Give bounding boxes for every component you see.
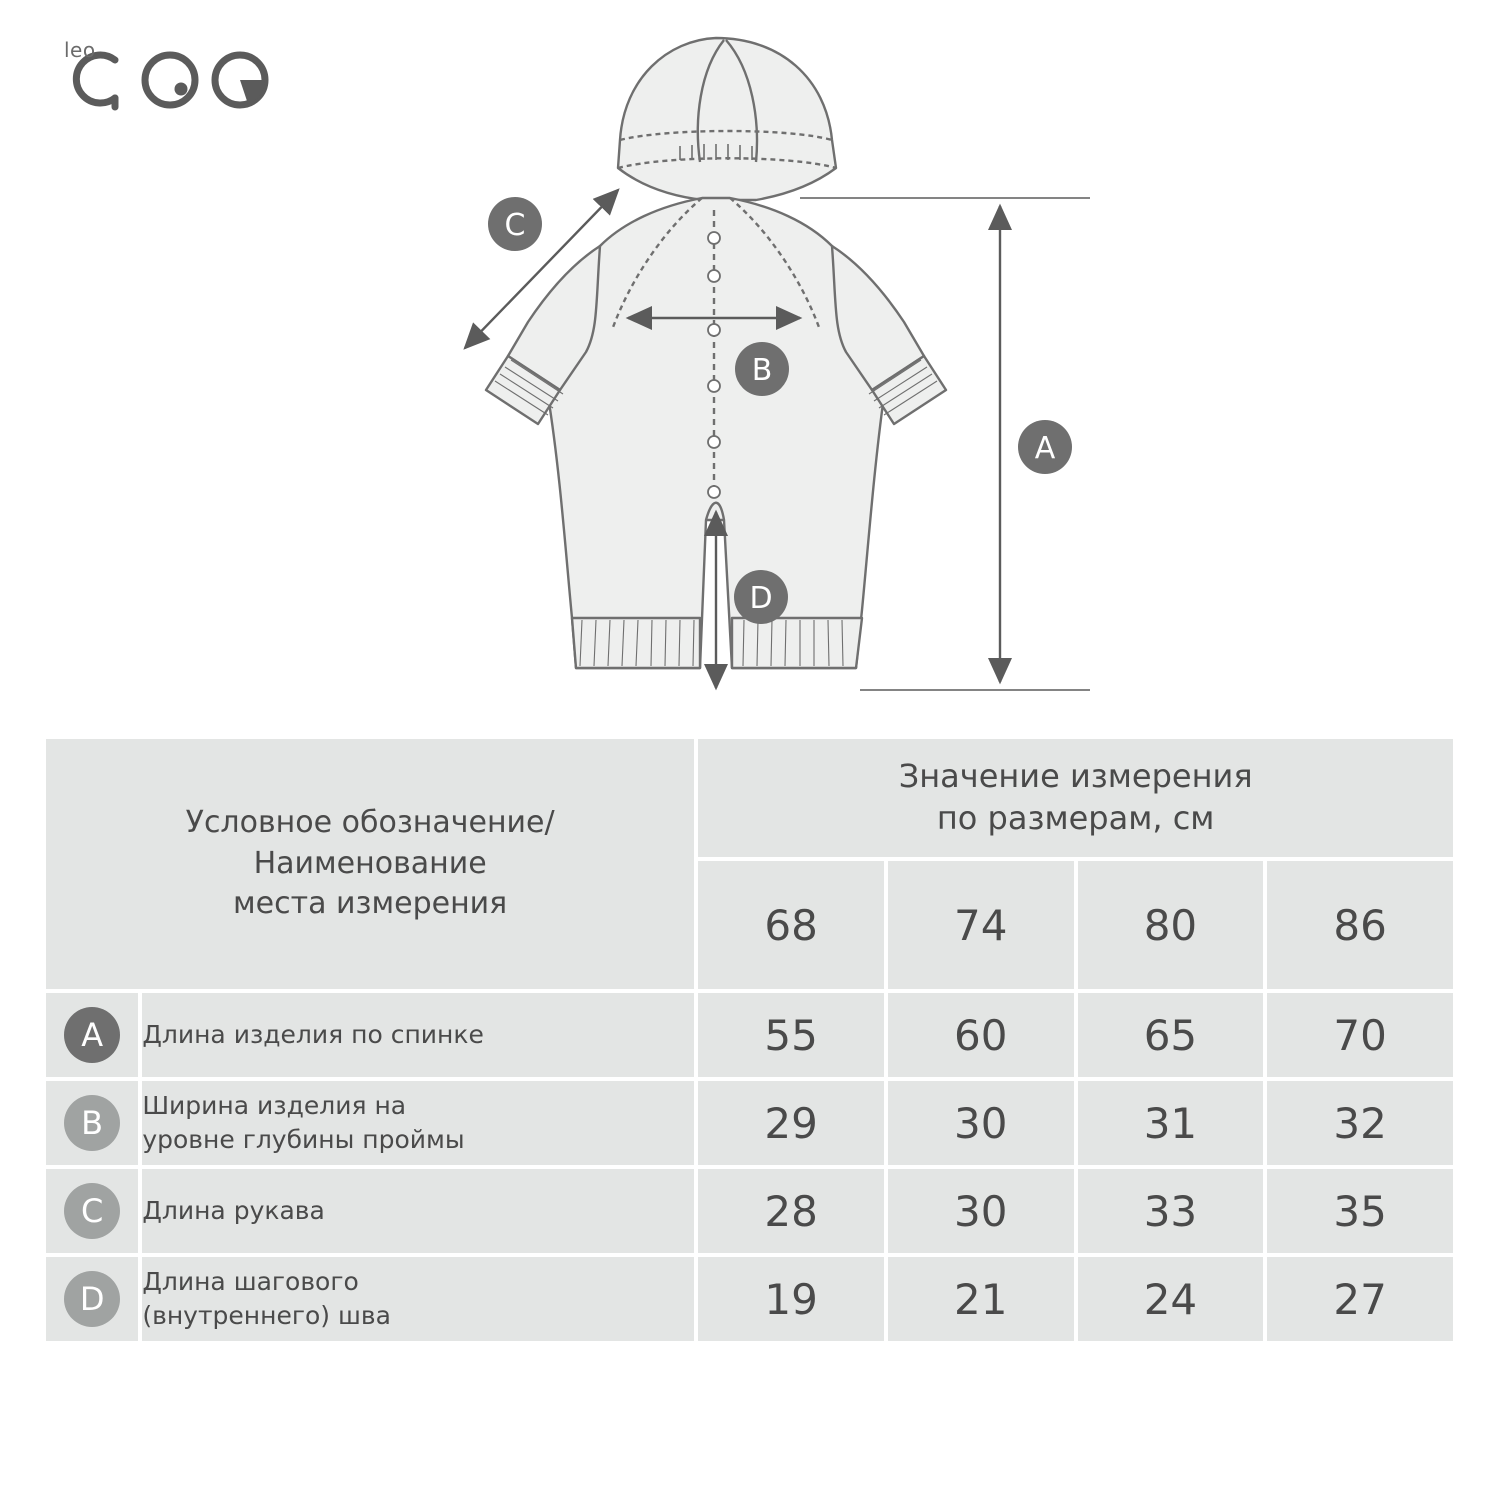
row-b-value-86: 32	[1267, 1081, 1453, 1165]
size-column-80: 80	[1078, 861, 1264, 989]
row-a-value-74: 60	[888, 993, 1074, 1077]
marker-badge-c	[488, 197, 542, 251]
table-row	[46, 1081, 1453, 1165]
row-name-d	[142, 1257, 694, 1341]
garment-illustration	[0, 0, 1501, 730]
row-name-c	[142, 1169, 694, 1253]
row-symbol-d	[46, 1257, 138, 1341]
row-name-line: Длина шагового	[142, 1267, 359, 1297]
row-name-a	[142, 993, 694, 1077]
brand-name-small: leo	[64, 38, 96, 62]
row-b-value-80: 31	[1078, 1081, 1264, 1165]
row-c-value-68: 28	[698, 1169, 884, 1253]
row-d-value-68: 19	[698, 1257, 884, 1341]
svg-text:C: C	[504, 208, 526, 243]
row-name-line: Длина рукава	[142, 1196, 325, 1226]
row-symbol-a	[46, 993, 138, 1077]
marker-badge-a	[1018, 420, 1072, 474]
row-name-line: Длина изделия по спинке	[142, 1020, 484, 1050]
header-line-2: Наименование	[253, 845, 487, 881]
table-row	[46, 1169, 1453, 1253]
table-row	[46, 993, 1453, 1077]
symbol-badge: A	[64, 1007, 120, 1063]
header-measurement-name	[46, 739, 694, 989]
row-b-value-68: 29	[698, 1081, 884, 1165]
row-symbol-b	[46, 1081, 138, 1165]
row-d-value-86: 27	[1267, 1257, 1453, 1341]
header-sizes-title	[698, 739, 1453, 857]
size-chart-table	[42, 735, 1457, 1345]
symbol-badge: B	[64, 1095, 120, 1151]
svg-text:A: A	[1034, 431, 1056, 466]
row-name-b	[142, 1081, 694, 1165]
row-d-value-80: 24	[1078, 1257, 1264, 1341]
symbol-badge: C	[64, 1183, 120, 1239]
marker-badge-d	[734, 570, 788, 624]
row-name-line: (внутреннего) шва	[142, 1301, 391, 1330]
row-d-value-74: 21	[888, 1257, 1074, 1341]
row-c-value-80: 33	[1078, 1169, 1264, 1253]
size-column-68: 68	[698, 861, 884, 989]
header-sizes-line-2: по размерам, см	[936, 799, 1215, 838]
row-a-value-68: 55	[698, 993, 884, 1077]
size-column-86: 86	[1267, 861, 1453, 989]
marker-badge-b	[735, 342, 789, 396]
svg-text:B: B	[751, 353, 773, 388]
row-c-value-74: 30	[888, 1169, 1074, 1253]
row-a-value-86: 70	[1267, 993, 1453, 1077]
header-sizes-line-1: Значение измерения	[898, 757, 1253, 796]
row-b-value-74: 30	[888, 1081, 1074, 1165]
table-row	[46, 1257, 1453, 1341]
row-name-line: уровне глубины проймы	[142, 1125, 465, 1154]
row-c-value-86: 35	[1267, 1169, 1453, 1253]
row-symbol-c	[46, 1169, 138, 1253]
svg-text:D: D	[749, 581, 773, 616]
table-header-row	[46, 739, 1453, 857]
header-line-1: Условное обозначение/	[185, 805, 555, 841]
romper-technical-sketch	[0, 0, 1501, 730]
size-column-74: 74	[888, 861, 1074, 989]
symbol-badge: D	[64, 1271, 120, 1327]
row-a-value-80: 65	[1078, 993, 1264, 1077]
row-name-line: Ширина изделия на	[142, 1091, 407, 1121]
header-line-3: места измерения	[233, 886, 508, 922]
